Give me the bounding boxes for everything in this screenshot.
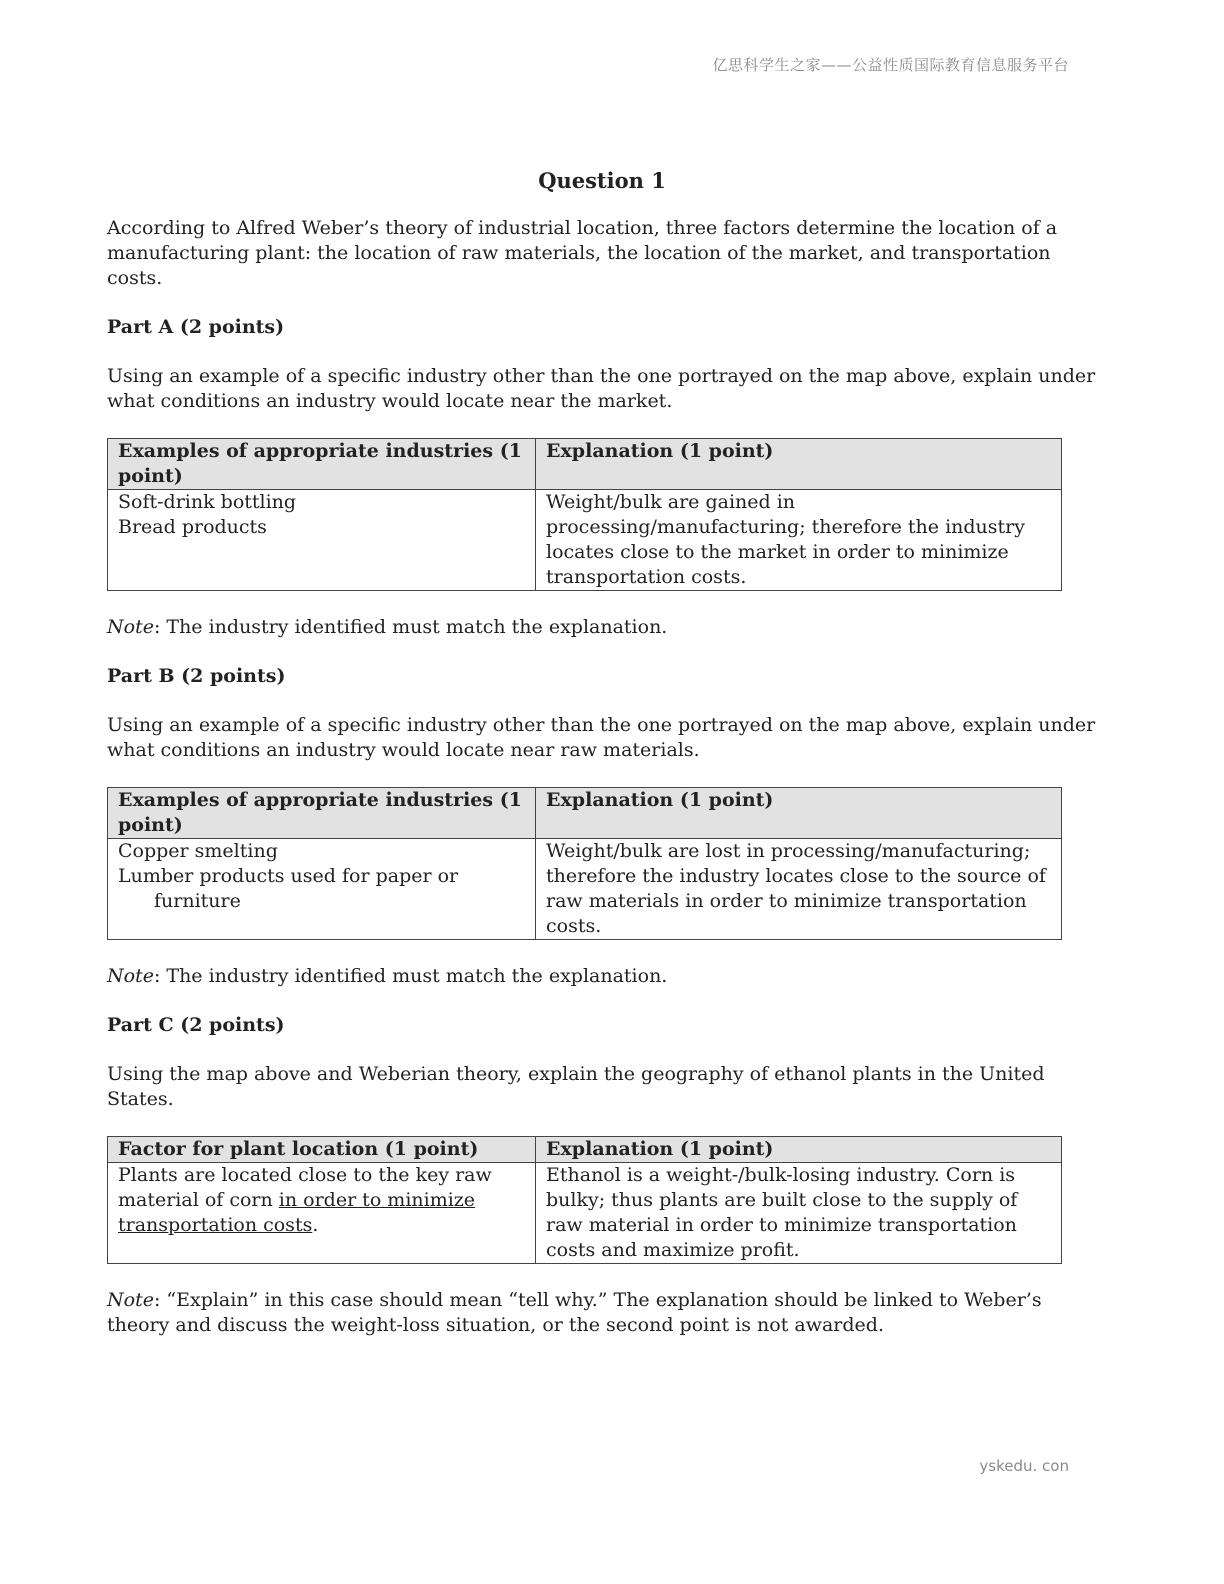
- part-b-explanation-cell: Weight/bulk are lost in processing/manufacturing; therefore the industry locates close to the source of raw materials in order to minimize transportation costs.: [536, 839, 1062, 940]
- part-c-prompt: Using the map above and Weberian theory, explain the geography of ethanol plants in the United States.: [107, 1063, 1045, 1110]
- part-a-note: [107, 615, 1097, 640]
- table-row: [108, 490, 1062, 591]
- note-text: : The industry identified must match the explanation.: [153, 965, 668, 987]
- part-a-heading: Part A (2 points): [107, 316, 285, 338]
- page-header: 亿思科学生之家——公益性质国际教育信息服务平台: [712, 56, 1069, 74]
- intro-paragraph: According to Alfred Weber’s theory of industrial location, three factors determine the location of a manufacturing plant: the location of raw materials, the location of the market, and transportation costs.: [107, 217, 1058, 289]
- part-b-industry-item: Copper smelting: [118, 840, 278, 862]
- part-c-heading: Part C (2 points): [107, 1014, 285, 1036]
- part-b-industry-item: Lumber products used for paper or: [118, 865, 459, 887]
- page-title: Question 1: [538, 168, 666, 193]
- page-footer: yskedu. con: [979, 1457, 1069, 1475]
- part-c-factor-cell: [108, 1163, 536, 1264]
- part-a-col1-header: Examples of appropriate industries (1 point): [108, 439, 536, 490]
- table-row: [108, 1163, 1062, 1264]
- part-c-col1-header: Factor for plant location (1 point): [108, 1137, 536, 1163]
- part-b-industries-cell: [108, 839, 536, 940]
- part-a-explanation-cell: Weight/bulk are gained in processing/manufacturing; therefore the industry locates close to the market in order to minimize transportation costs.: [536, 490, 1062, 591]
- part-a-prompt: Using an example of a specific industry other than the one portrayed on the map above, explain under what conditions an industry would locate near the market.: [107, 365, 1096, 412]
- part-c-explanation-cell: Ethanol is a weight-/bulk-losing industry. Corn is bulky; thus plants are built close to the supply of raw material in order to minimize transportation costs and maximize profit.: [536, 1163, 1062, 1264]
- table-header-row: [108, 1137, 1062, 1163]
- part-b-heading: Part B (2 points): [107, 665, 286, 687]
- part-b-industry-item-continued: furniture: [154, 890, 241, 912]
- part-a-industry-item: Bread products: [118, 516, 267, 538]
- part-a-industry-item: Soft-drink bottling: [118, 491, 297, 513]
- part-c-factor-text: Plants are located close to the key raw material of corn: [118, 1164, 492, 1211]
- part-a-table: [107, 438, 1062, 591]
- table-header-row: [108, 439, 1062, 490]
- part-b-prompt: Using an example of a specific industry other than the one portrayed on the map above, explain under what conditions an industry would locate near raw materials.: [107, 714, 1096, 761]
- note-label: Note: [107, 616, 154, 638]
- part-c-table: [107, 1136, 1062, 1264]
- note-text: : “Explain” in this case should mean “tell why.” The explanation should be linked to Weber’s theory and discuss the weight-loss situation, or the second point is not awarded.: [107, 1289, 1042, 1336]
- part-a-col2-header: Explanation (1 point): [536, 439, 1062, 490]
- part-c-col2-header: Explanation (1 point): [536, 1137, 1062, 1163]
- note-text: : The industry identified must match the explanation.: [153, 616, 668, 638]
- note-label: Note: [107, 1289, 154, 1311]
- table-header-row: [108, 788, 1062, 839]
- document-body: [107, 168, 1097, 1362]
- part-b-col2-header: Explanation (1 point): [536, 788, 1062, 839]
- part-c-factor-underlined: in order to minimize transportation costs: [118, 1189, 476, 1236]
- part-c-factor-end: .: [312, 1214, 319, 1236]
- table-row: [108, 839, 1062, 940]
- note-label: Note: [107, 965, 154, 987]
- part-b-col1-header: Examples of appropriate industries (1 point): [108, 788, 536, 839]
- part-b-table: [107, 787, 1062, 940]
- part-a-industries-cell: [108, 490, 536, 591]
- part-c-note: [107, 1288, 1097, 1338]
- part-b-note: [107, 964, 1097, 989]
